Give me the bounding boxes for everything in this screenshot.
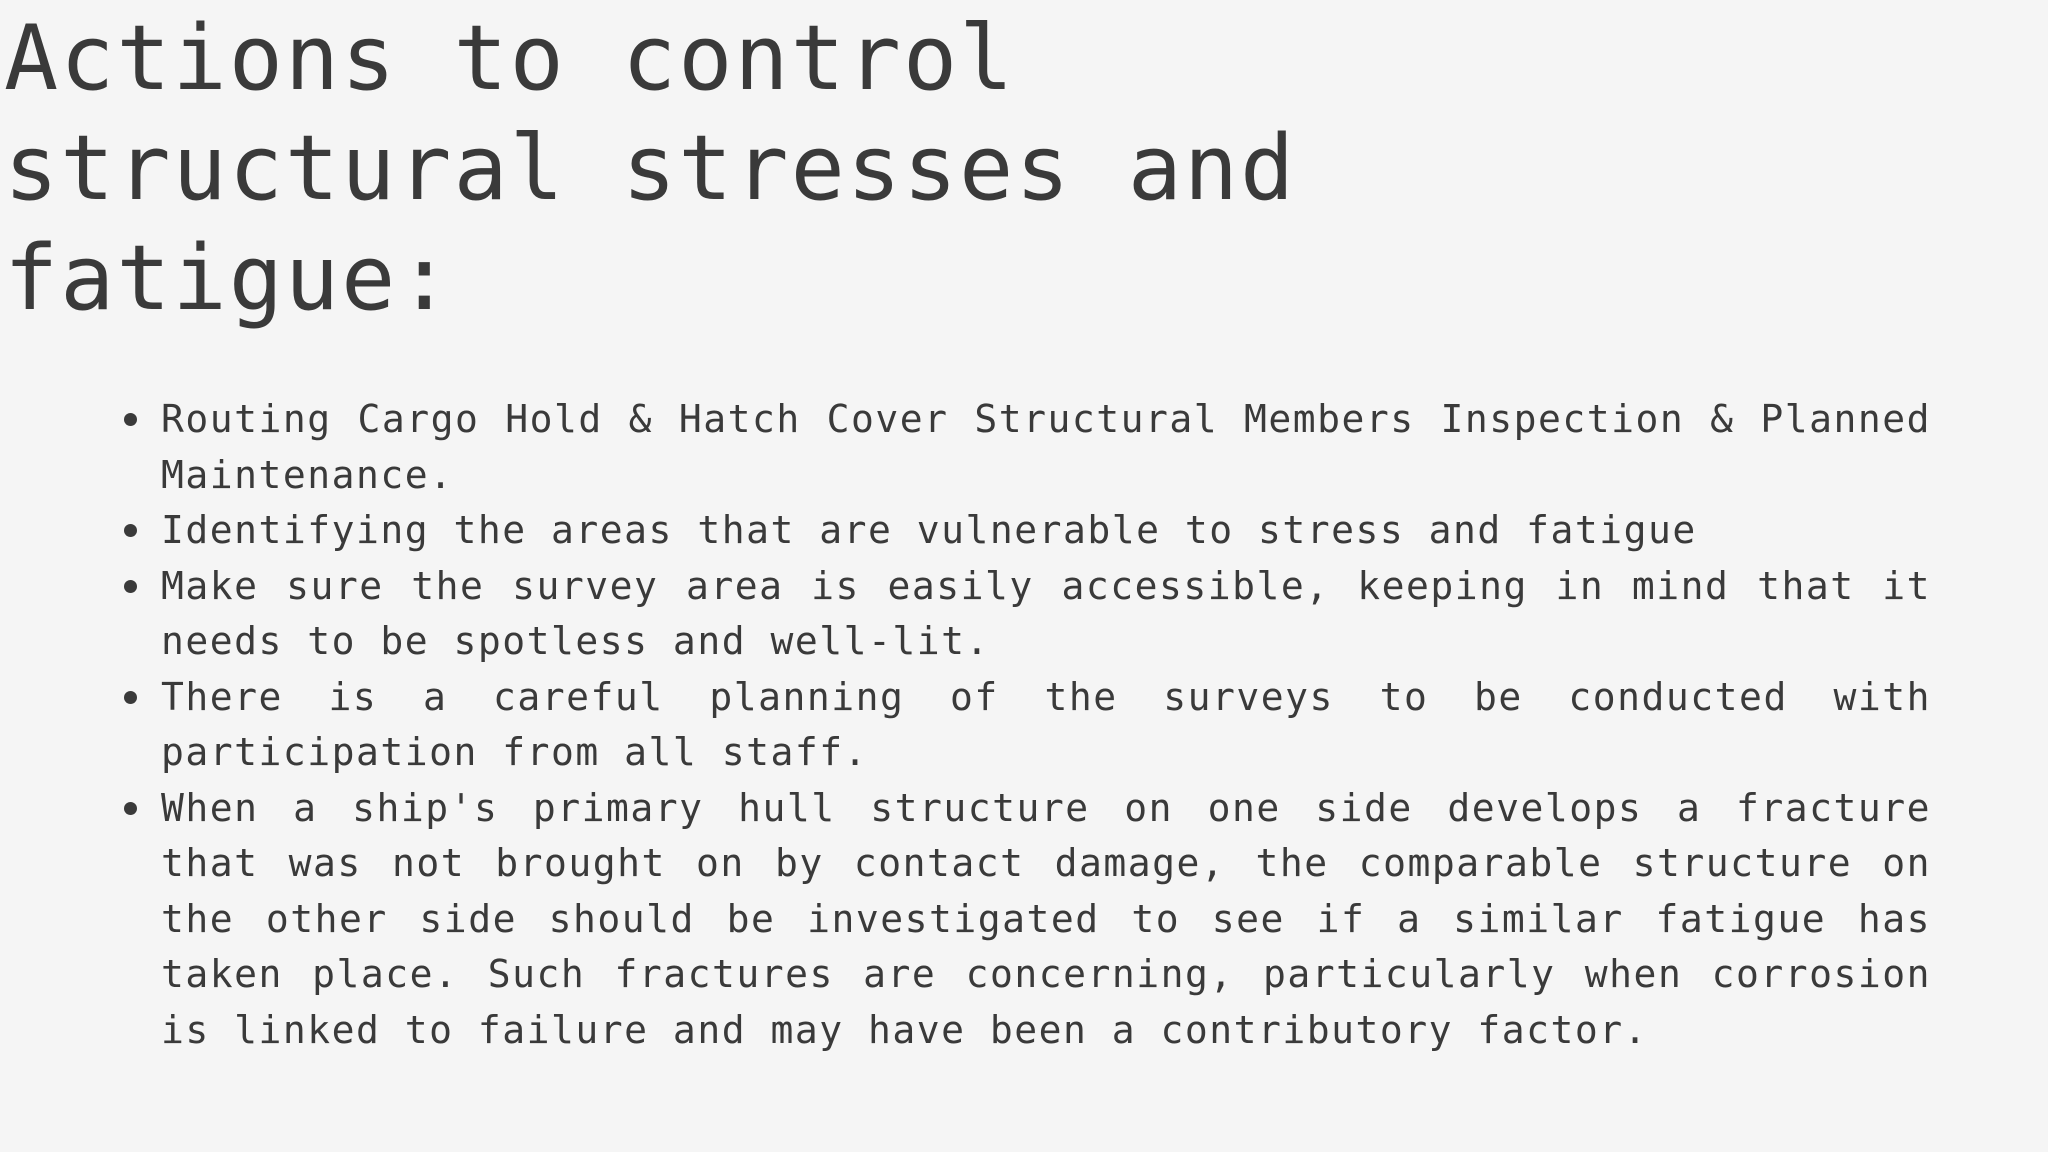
bullet-text: Identifying the areas that are vulnerable to stress and fatigue: [161, 508, 1697, 552]
bullet-item: [161, 781, 1931, 1059]
bullet-text: When a ship's primary hull structure on one side develops a fracture that was not brought on by contact damage, the comparable structure on the other side should be investigated to see if a similar fatigue has taken place. Such fractures are concerning, particularly when corrosion is linked to failure and may have been a contributory factor.: [161, 785, 1931, 1052]
bullet-dot-icon: [124, 802, 137, 815]
bullet-text: Routing Cargo Hold & Hatch Cover Structural Members Inspection & Planned Maintenance.: [161, 397, 1931, 497]
bullet-text: Make sure the survey area is easily accessible, keeping in mind that it needs to be spotless and well-lit.: [161, 563, 1931, 663]
bullet-dot-icon: [124, 580, 137, 593]
bullet-text: There is a careful planning of the surveys to be conducted with participation from all staff.: [161, 674, 1931, 774]
bullet-item: [161, 503, 1931, 559]
bullet-dot-icon: [124, 691, 137, 704]
bullet-dot-icon: [124, 413, 137, 426]
bullet-list: [161, 392, 1931, 1058]
bullet-item: [161, 392, 1931, 503]
slide-title: Actions to control structural stresses and fatigue:: [4, 6, 1297, 331]
bullet-item: [161, 670, 1931, 781]
bullet-item: [161, 559, 1931, 670]
bullet-dot-icon: [124, 524, 137, 537]
